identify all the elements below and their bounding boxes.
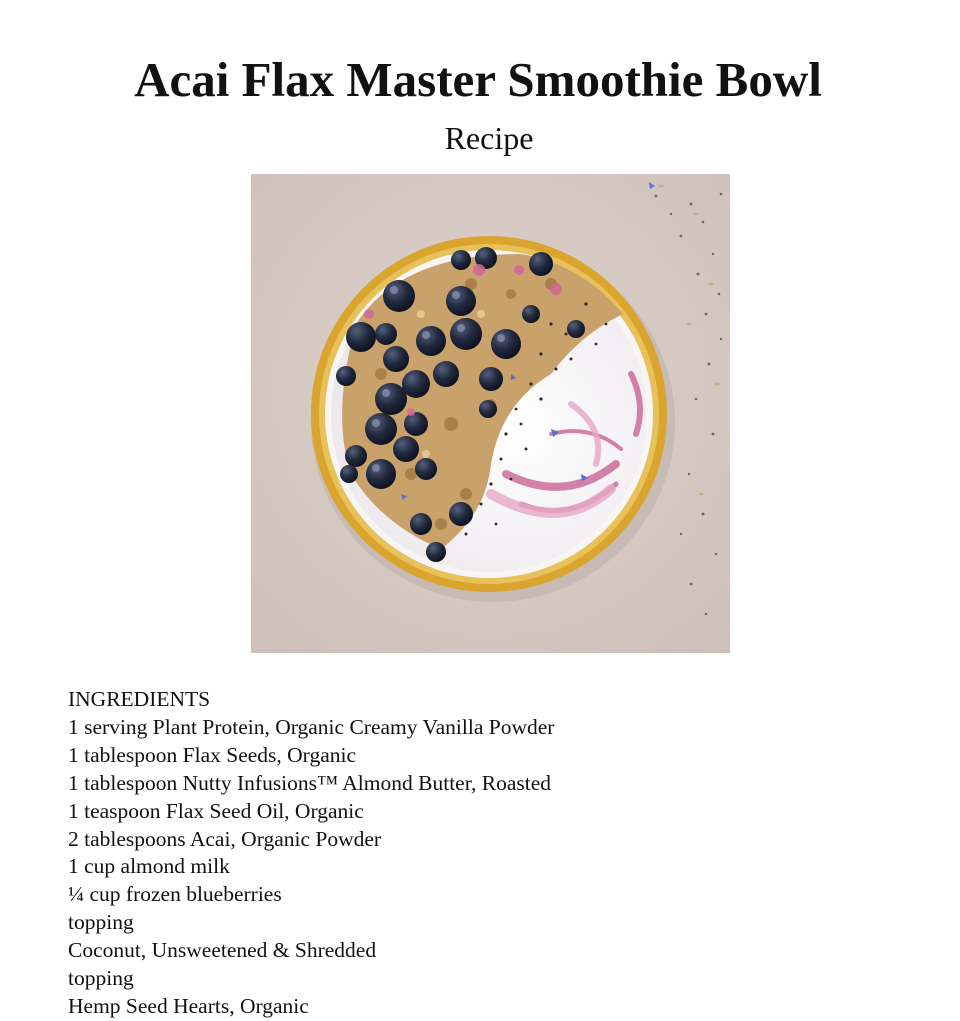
ingredient-item: 1 teaspoon Flax Seed Oil, Organic — [68, 798, 364, 823]
ingredient-item: 1 tablespoon Flax Seeds, Organic — [68, 742, 357, 767]
ingredient-item: 1 cup almond milk — [68, 854, 230, 879]
page-title: Acai Flax Master Smoothie Bowl — [134, 52, 822, 107]
ingredients-list — [68, 686, 554, 1021]
ingredient-item: 2 tablespoons Acai, Organic Powder — [68, 826, 382, 851]
ingredient-item: 1 tablespoon Nutty Infusions™ Almond Butter, Roasted — [68, 770, 552, 795]
ingredient-item: ¼ cup frozen blueberries — [68, 882, 282, 907]
ingredients-heading: INGREDIENTS — [68, 687, 211, 711]
ingredient-item: Coconut, Unsweetened & Shredded — [68, 938, 377, 963]
ingredient-item: Hemp Seed Hearts, Organic — [68, 993, 309, 1018]
ingredient-item: topping — [68, 966, 134, 991]
ingredient-item: topping — [68, 910, 134, 935]
smoothie-bowl-photo — [251, 174, 730, 653]
page-subtitle: Recipe — [444, 120, 534, 156]
ingredient-item: 1 serving Plant Protein, Organic Creamy Vanilla Powder — [68, 714, 555, 739]
